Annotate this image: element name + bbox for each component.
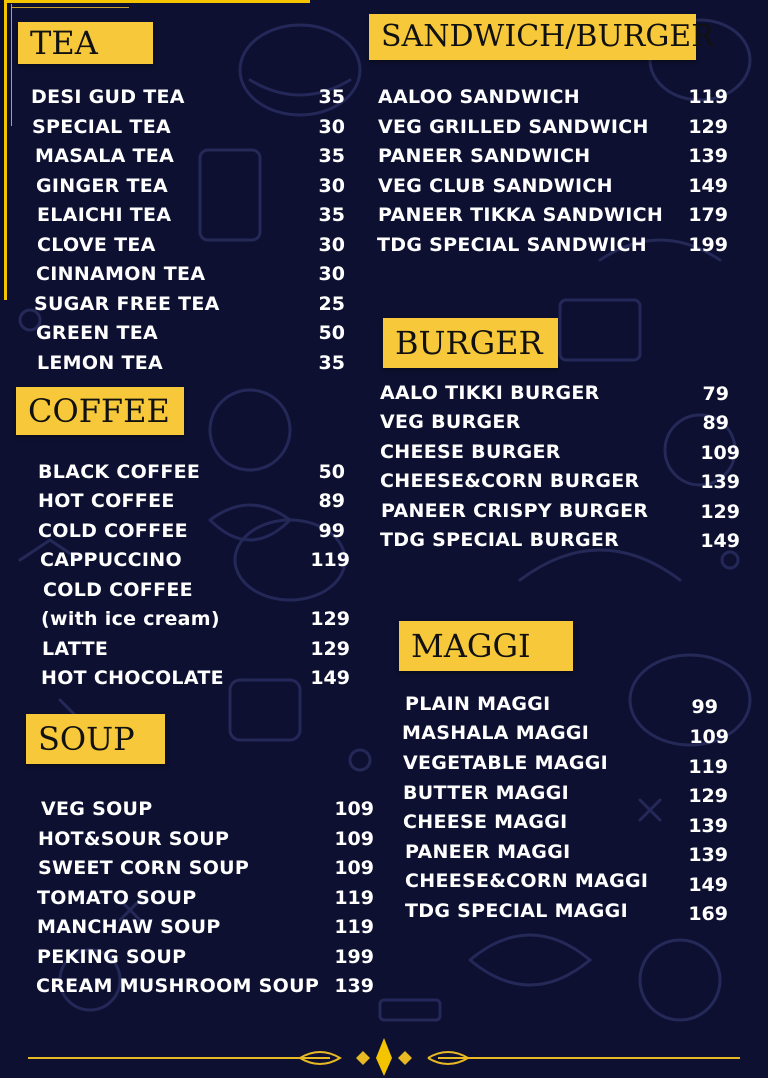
menu-item-price: 179 (688, 204, 728, 226)
menu-item-name: LATTE (42, 638, 109, 660)
menu-item-price: 139 (700, 471, 740, 493)
menu-item-name: CHEESE MAGGI (403, 811, 568, 833)
menu-item-name: AALOO SANDWICH (378, 86, 580, 108)
menu-item-price: 30 (318, 234, 345, 256)
menu-item-price: 35 (318, 352, 345, 374)
menu-item-price: 25 (318, 293, 345, 315)
gold-frame-top (4, 0, 310, 3)
menu-item-price: 35 (318, 145, 345, 167)
menu-item-name: CHEESE&CORN MAGGI (405, 870, 649, 892)
menu-item-name: GREEN TEA (36, 322, 159, 344)
menu-item-name: CREAM MUSHROOM SOUP (36, 975, 320, 997)
menu-item-name: CHEESE BURGER (380, 441, 561, 463)
menu-item-name: VEG GRILLED SANDWICH (378, 116, 649, 138)
menu-item-price: 139 (688, 815, 728, 837)
menu-item-name: PANEER MAGGI (405, 841, 571, 863)
menu-item-price: 149 (688, 874, 728, 896)
menu-item-price: 139 (334, 975, 374, 997)
menu-item-price: 30 (318, 116, 345, 138)
menu-item-price: 149 (700, 530, 740, 552)
menu-item-price: 35 (318, 204, 345, 226)
menu-item-name: VEGETABLE MAGGI (403, 752, 609, 774)
menu-item-price: 199 (334, 946, 374, 968)
tea-title: TEA (18, 22, 153, 64)
sandwich-burger-title: SANDWICH/BURGER (369, 14, 696, 60)
menu-item-name: PANEER SANDWICH (378, 145, 591, 167)
menu-item-price: 149 (310, 667, 350, 689)
menu-item-price: 119 (310, 549, 350, 571)
menu-item-price: 119 (334, 887, 374, 909)
menu-item-name: AALO TIKKI BURGER (380, 382, 600, 404)
maggi-title: MAGGI (399, 621, 573, 671)
menu-item-name: HOT&SOUR SOUP (38, 828, 230, 850)
gold-frame-inner-top (11, 7, 129, 8)
menu-item-price: 139 (688, 145, 728, 167)
menu-item-name: DESI GUD TEA (31, 86, 185, 108)
menu-item-name: CLOVE TEA (37, 234, 156, 256)
menu-item-name: TOMATO SOUP (37, 887, 197, 909)
menu-item-name: PEKING SOUP (37, 946, 187, 968)
gold-frame-inner-left (11, 4, 12, 126)
menu-item-name: CHEESE&CORN BURGER (380, 470, 640, 492)
coffee-title: COFFEE (16, 387, 184, 435)
menu-item-price: 129 (688, 785, 728, 807)
menu-item-price: 99 (691, 696, 718, 718)
menu-item-price: 109 (334, 828, 374, 850)
menu-item-price: 149 (688, 175, 728, 197)
menu-item-name: TDG SPECIAL MAGGI (405, 900, 628, 922)
menu-item-name: VEG SOUP (41, 798, 153, 820)
menu-item-name: COLD COFFEE (43, 579, 193, 601)
menu-item-name: CINNAMON TEA (36, 263, 206, 285)
menu-item-price: 169 (688, 903, 728, 925)
menu-item-subtitle: (with ice cream) (41, 608, 220, 630)
menu-item-name: COLD COFFEE (38, 520, 188, 542)
menu-item-name: BLACK COFFEE (38, 461, 201, 483)
menu-item-name: MASHALA MAGGI (402, 722, 590, 744)
soup-title: SOUP (26, 714, 165, 764)
menu-item-price: 79 (702, 383, 729, 405)
menu-item-price: 50 (318, 322, 345, 344)
menu-item-price: 89 (318, 490, 345, 512)
menu-item-name: HOT COFFEE (38, 490, 175, 512)
menu-item-price: 199 (688, 234, 728, 256)
menu-item-name: ELAICHI TEA (37, 204, 172, 226)
menu-item-name: TDG SPECIAL BURGER (380, 529, 620, 551)
menu-item-price: 30 (318, 175, 345, 197)
menu-item-name: SPECIAL TEA (32, 116, 171, 138)
menu-item-price: 119 (688, 86, 728, 108)
menu-item-name: PLAIN MAGGI (405, 693, 551, 715)
menu-item-name: CAPPUCCINO (40, 549, 182, 571)
menu-item-price: 89 (702, 412, 729, 434)
menu-item-name: MANCHAW SOUP (37, 916, 221, 938)
menu-item-price: 50 (318, 461, 345, 483)
menu-item-price: 109 (334, 798, 374, 820)
menu-item-price: 129 (310, 608, 350, 630)
menu-item-price: 129 (688, 116, 728, 138)
menu-item-price: 139 (688, 844, 728, 866)
menu-item-price: 30 (318, 263, 345, 285)
gold-diamond-ornament (0, 1030, 768, 1078)
menu-item-price: 129 (700, 501, 740, 523)
gold-frame-left (4, 0, 7, 300)
menu-item-name: BUTTER MAGGI (403, 782, 569, 804)
menu-item-price: 35 (318, 86, 345, 108)
menu-item-price: 129 (310, 638, 350, 660)
menu-item-name: VEG BURGER (380, 411, 521, 433)
burger-title: BURGER (383, 318, 558, 368)
menu-item-price: 109 (689, 726, 729, 748)
menu-item-name: LEMON TEA (37, 352, 164, 374)
menu-item-price: 109 (334, 857, 374, 879)
menu-item-name: SUGAR FREE TEA (34, 293, 220, 315)
menu-item-price: 99 (318, 520, 345, 542)
menu-item-name: VEG CLUB SANDWICH (378, 175, 613, 197)
menu-item-name: SWEET CORN SOUP (38, 857, 250, 879)
menu-item-name: GINGER TEA (36, 175, 169, 197)
menu-item-price: 119 (334, 916, 374, 938)
menu-item-price: 109 (700, 442, 740, 464)
menu-item-name: TDG SPECIAL SANDWICH (377, 234, 647, 256)
menu-item-name: PANEER TIKKA SANDWICH (378, 204, 664, 226)
menu-item-price: 119 (688, 756, 728, 778)
menu-item-name: PANEER CRISPY BURGER (381, 500, 649, 522)
menu-item-name: MASALA TEA (35, 145, 175, 167)
menu-item-name: HOT CHOCOLATE (41, 667, 224, 689)
